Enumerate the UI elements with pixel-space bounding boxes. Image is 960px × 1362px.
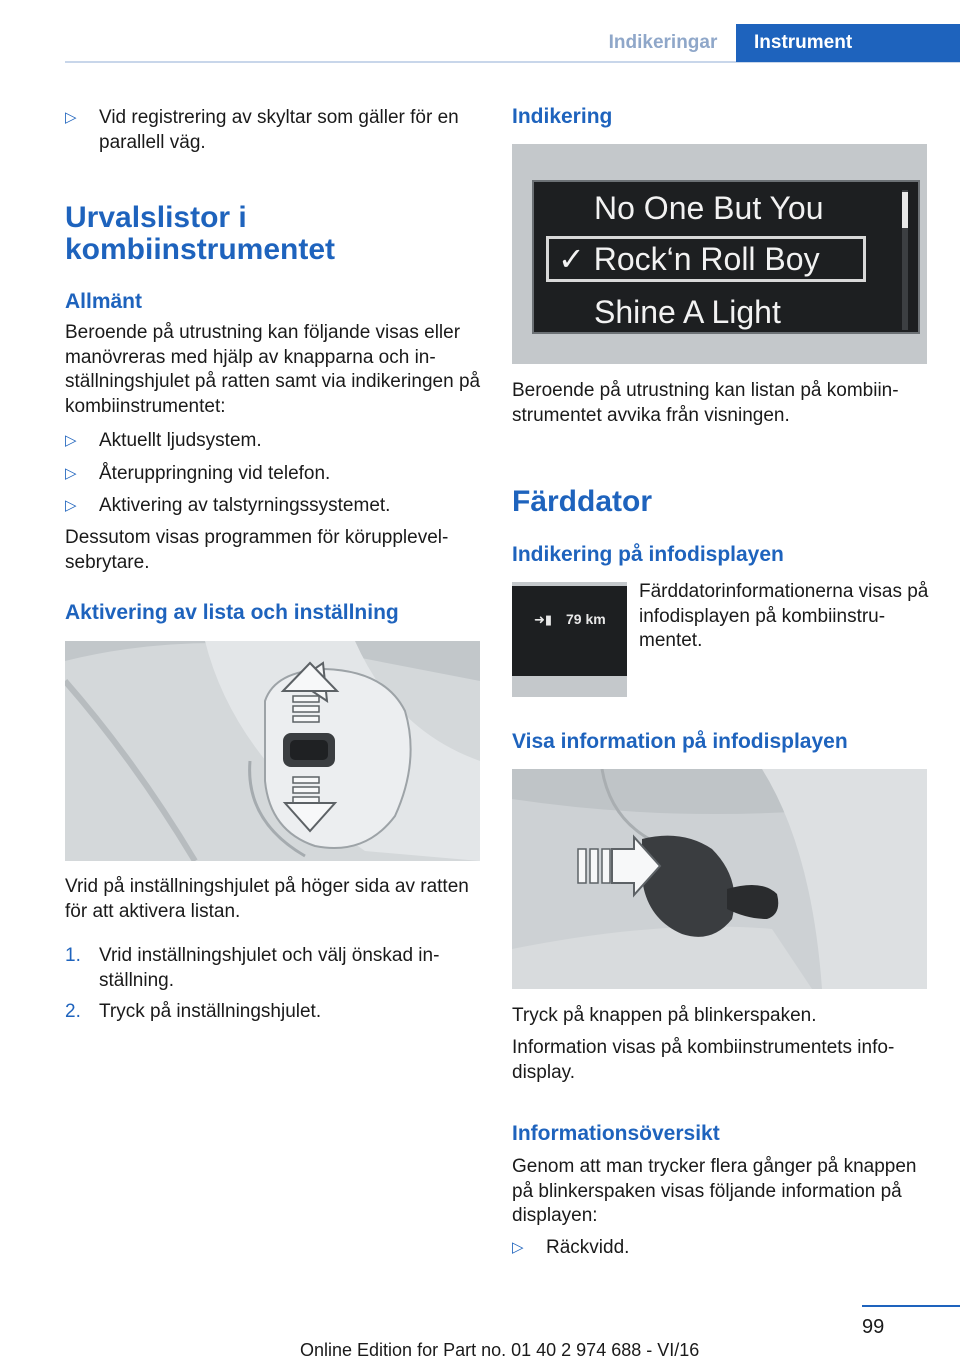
edition-line: Online Edition for Part no. 01 40 2 974 688 - VI/16: [300, 1340, 700, 1360]
subheading-overview: Informationsöversikt: [512, 1122, 720, 1145]
range-readout: 79 km: [566, 611, 606, 627]
triangle-bullet-icon: ▷: [65, 497, 77, 514]
subheading-general: Allmänt: [65, 290, 143, 313]
paragraph-info: Färddatorinformationerna visas på infodisplayen på kombiinstrumentet.: [639, 581, 929, 651]
triangle-bullet-icon: ▷: [65, 109, 77, 126]
display-list-item: No One But You: [594, 190, 824, 226]
paragraph-display: Beroende på utrustning kan listan på kombiinstrumentet avvika från visningen.: [512, 380, 899, 426]
subheading-activate: Aktivering av lista och inställning: [65, 601, 399, 624]
section-heading: Urvalslistor i kombiinstrumentet: [65, 201, 336, 266]
page-number: 99: [862, 1316, 885, 1338]
display-scrollbar: [902, 190, 908, 330]
info-display-illustration: [512, 582, 627, 697]
paragraph-turn: Vrid på inställningshjulet på höger sida av ratten för att aktivera listan.: [65, 876, 469, 922]
list-item: ▷ Aktuellt ljudsystem.: [65, 429, 483, 454]
paragraph-press: Tryck på knappen på blinkerspaken.: [512, 1005, 817, 1026]
list-item: 1. Vrid inställningshjulet och välj önskad inställning.: [65, 945, 440, 991]
triangle-bullet-icon: ▷: [65, 465, 77, 482]
step-number: 1.: [65, 945, 81, 966]
triangle-bullet-icon: ▷: [65, 432, 77, 449]
subheading-info: Indikering på infodisplayen: [512, 543, 784, 566]
subheading-show: Visa information på infodisplayen: [512, 730, 848, 753]
display-list-item-selected: ✓ Rock‘n Roll Boy: [558, 241, 820, 277]
header-chapter-tab[interactable]: Instrument: [736, 24, 960, 62]
display-screen: [532, 180, 920, 334]
step-number: 2.: [65, 1001, 81, 1022]
display-list-illustration: [512, 144, 927, 364]
info-display-screen: [512, 586, 627, 676]
list-item: 2. Tryck på inställningshjulet.: [65, 1000, 483, 1025]
fuel-pump-icon: ➜▮: [534, 612, 553, 627]
paragraph-general: Beroende på utrustning kan följande visas eller manövreras med hjälp av knapparna och inställningshjulet på ratten samt via indikeringen på kombiinstrumentet:: [65, 322, 481, 417]
triangle-bullet-icon: ▷: [512, 1239, 524, 1256]
paragraph-shown: Information visas på kombiinstrumentets infodisplay.: [512, 1037, 895, 1083]
list-item: ▷ Återuppringning vid telefon.: [65, 462, 483, 487]
subheading-display: Indikering: [512, 105, 613, 128]
list-item: ▷ Aktivering av talstyrningssystemet.: [65, 494, 483, 519]
display-list-item: Shine A Light: [594, 294, 781, 330]
paragraph-overview: Genom att man trycker flera gånger på knappen på blinkerspaken visas följande information på displayen:: [512, 1156, 917, 1226]
list-item: ▷ Räckvidd.: [512, 1236, 930, 1261]
section-heading: Färddator: [512, 485, 653, 518]
turn-signal-illustration: [512, 769, 927, 989]
header-section-tab[interactable]: Indikeringar: [608, 32, 718, 53]
footer-rule: [862, 1305, 960, 1307]
paragraph-also: Dessutom visas programmen för körupplevelsebrytare.: [65, 527, 449, 573]
list-item: ▷ Vid registrering av skyltar som gäller för en parallell väg.: [65, 107, 459, 153]
steering-wheel-illustration: [65, 641, 480, 861]
